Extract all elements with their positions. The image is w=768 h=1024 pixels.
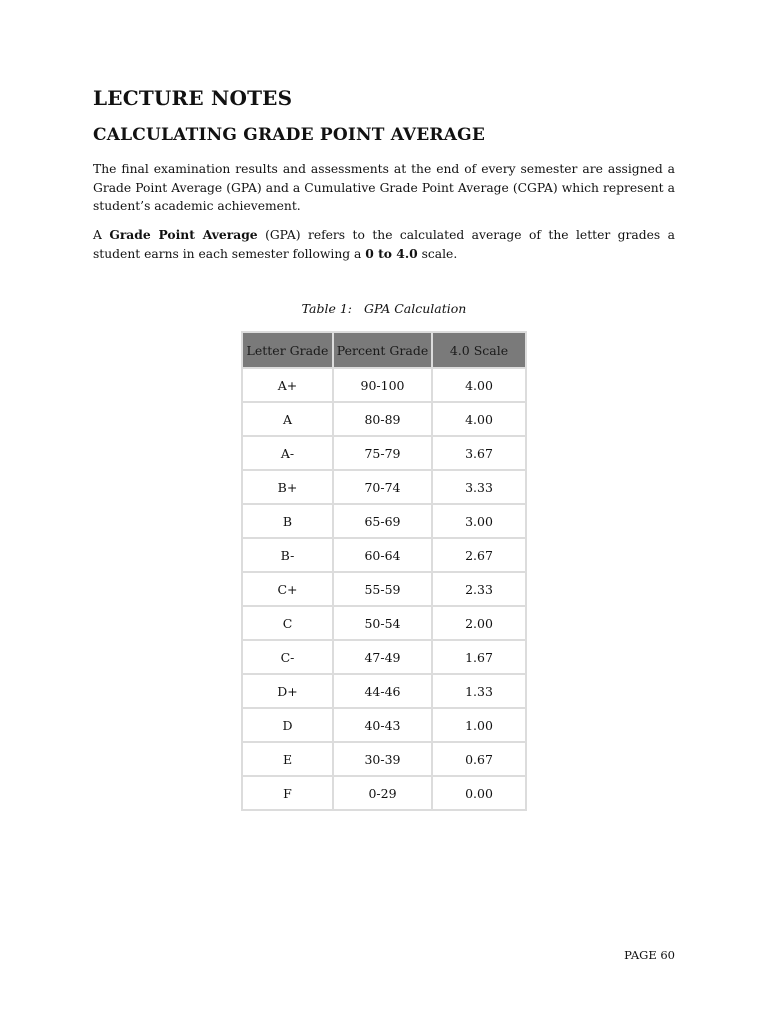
cell-percent-grade: 65-69 <box>333 504 432 538</box>
cell-scale: 1.67 <box>432 640 526 674</box>
cell-scale: 2.33 <box>432 572 526 606</box>
table-row <box>242 436 526 470</box>
table-row <box>242 606 526 640</box>
cell-percent-grade: 40-43 <box>333 708 432 742</box>
table-row <box>242 742 526 776</box>
page-number: PAGE 60 <box>624 948 675 962</box>
cell-percent-grade: 60-64 <box>333 538 432 572</box>
header-percent-grade: Percent Grade <box>333 332 432 368</box>
cell-letter-grade: E <box>242 742 333 776</box>
table-row <box>242 674 526 708</box>
cell-letter-grade: C+ <box>242 572 333 606</box>
cell-scale: 2.00 <box>432 606 526 640</box>
table-row <box>242 640 526 674</box>
table-caption <box>0 301 768 316</box>
table-row <box>242 504 526 538</box>
cell-scale: 3.00 <box>432 504 526 538</box>
cell-percent-grade: 47-49 <box>333 640 432 674</box>
table-row <box>242 572 526 606</box>
cell-percent-grade: 30-39 <box>333 742 432 776</box>
paragraph-text: scale. <box>417 246 458 261</box>
cell-letter-grade: C- <box>242 640 333 674</box>
section-title: CALCULATING GRADE POINT AVERAGE <box>93 125 486 145</box>
cell-percent-grade: 50-54 <box>333 606 432 640</box>
cell-percent-grade: 75-79 <box>333 436 432 470</box>
cell-scale: 1.33 <box>432 674 526 708</box>
cell-letter-grade: B+ <box>242 470 333 504</box>
cell-percent-grade: 90-100 <box>333 368 432 402</box>
cell-percent-grade: 0-29 <box>333 776 432 810</box>
cell-letter-grade: A <box>242 402 333 436</box>
cell-scale: 0.00 <box>432 776 526 810</box>
gpa-term: Grade Point Average <box>109 227 258 242</box>
cell-scale: 4.00 <box>432 402 526 436</box>
cell-percent-grade: 80-89 <box>333 402 432 436</box>
cell-letter-grade: D <box>242 708 333 742</box>
scale-range: 0 to 4.0 <box>365 245 418 261</box>
table-caption-title: GPA Calculation <box>363 301 467 316</box>
table-row <box>242 708 526 742</box>
cell-letter-grade: A+ <box>242 368 333 402</box>
header-scale: 4.0 Scale <box>432 332 526 368</box>
cell-letter-grade: B- <box>242 538 333 572</box>
header-letter-grade: Letter Grade <box>242 332 333 368</box>
cell-scale: 2.67 <box>432 538 526 572</box>
cell-percent-grade: 55-59 <box>333 572 432 606</box>
gpa-definition-paragraph <box>93 226 675 263</box>
page-title: LECTURE NOTES <box>93 86 293 110</box>
cell-scale: 0.67 <box>432 742 526 776</box>
cell-letter-grade: B <box>242 504 333 538</box>
table-body <box>242 368 526 810</box>
paragraph-text: (GPA) refers to the calculated average of the letter grades a student earns in each semester following a <box>93 228 675 261</box>
cell-letter-grade: A- <box>242 436 333 470</box>
cell-scale: 3.67 <box>432 436 526 470</box>
cell-letter-grade: C <box>242 606 333 640</box>
table-row <box>242 538 526 572</box>
intro-paragraph: The final examination results and assessments at the end of every semester are assigned a Grade Point Average (GPA) and a Cumulative Grade Point Average (CGPA) which represent a student’s academic achievement. <box>93 162 675 213</box>
table-row <box>242 776 526 810</box>
gpa-table <box>241 331 527 811</box>
table-header-row <box>242 332 526 368</box>
cell-percent-grade: 44-46 <box>333 674 432 708</box>
table-row <box>242 402 526 436</box>
cell-scale: 3.33 <box>432 470 526 504</box>
table-caption-label: Table 1: <box>301 301 352 316</box>
table-row <box>242 470 526 504</box>
cell-letter-grade: F <box>242 776 333 810</box>
cell-scale: 1.00 <box>432 708 526 742</box>
paragraph-text: A <box>93 228 110 242</box>
cell-letter-grade: D+ <box>242 674 333 708</box>
table-row <box>242 368 526 402</box>
cell-scale: 4.00 <box>432 368 526 402</box>
cell-percent-grade: 70-74 <box>333 470 432 504</box>
